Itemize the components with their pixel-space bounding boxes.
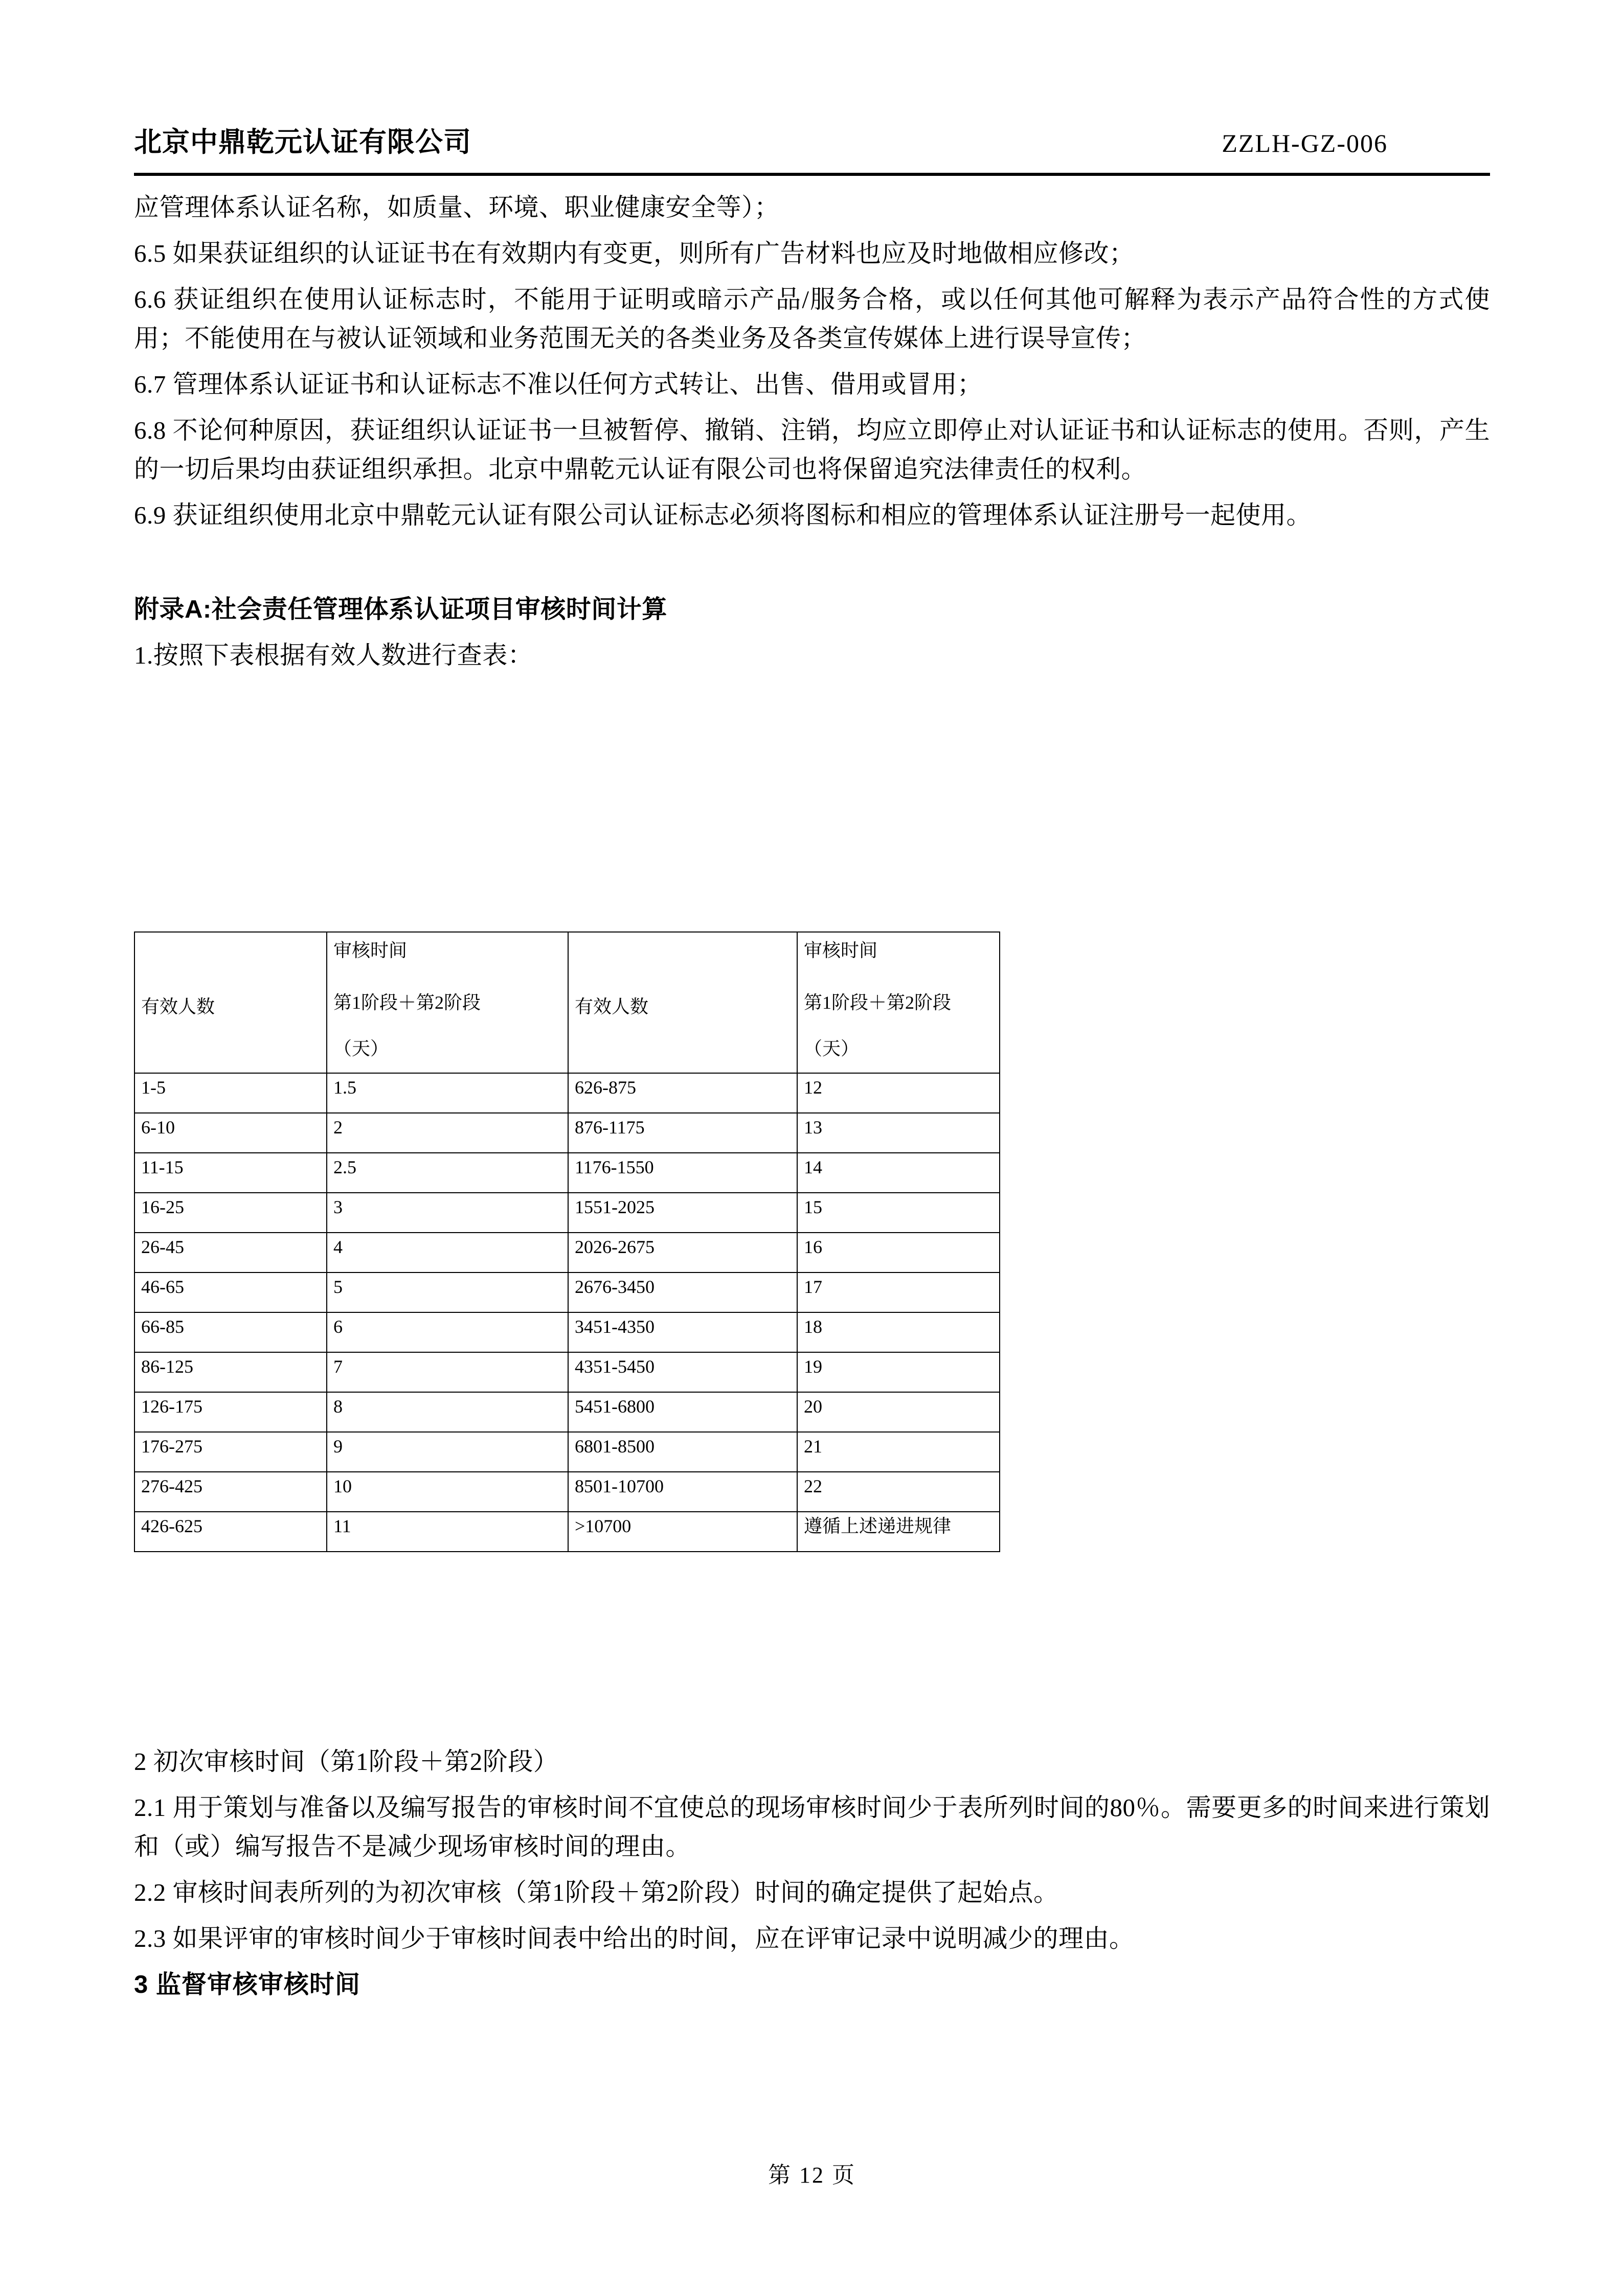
table-cell: 626-875: [568, 1073, 797, 1113]
table-cell: 46-65: [134, 1272, 327, 1312]
table-cell: 876-1175: [568, 1113, 797, 1153]
paragraph-2-3: 2.3 如果评审的审核时间少于审核时间表中给出的时间，应在评审记录中说明减少的理由。: [134, 1924, 1135, 1952]
table-cell: 86-125: [134, 1352, 327, 1392]
table-row: [134, 1432, 1000, 1472]
table-cell: 2.5: [327, 1153, 568, 1193]
spacer: [134, 629, 1490, 636]
table-body: [134, 1073, 1000, 1552]
table-cell: 6: [327, 1312, 568, 1352]
table-cell: 3451-4350: [568, 1312, 797, 1352]
spacer: [134, 227, 1490, 234]
table-row: [134, 1153, 1000, 1193]
table-cell: 176-275: [134, 1432, 327, 1472]
table-cell: 126-175: [134, 1392, 327, 1432]
table-header-audit-time-right: [797, 932, 1000, 1073]
table-cell: 5451-6800: [568, 1392, 797, 1432]
paragraph-6-9: 6.9 获证组织使用北京中鼎乾元认证有限公司认证标志必须将图标和相应的管理体系认证注册号一起使用。: [134, 501, 1312, 529]
paragraph-6-7: 6.7 管理体系认证证书和认证标志不准以任何方式转让、出售、借用或冒用；: [134, 370, 983, 398]
section-heading-3: 3 监督审核审核时间: [134, 1971, 360, 1998]
paragraph-2-1: 2.1 用于策划与准备以及编写报告的审核时间不宜使总的现场审核时间少于表所列时间的80％。需要更多的时间来进行策划和（或）编写报告不是减少现场审核时间的理由。: [134, 1793, 1490, 1860]
table-cell: 66-85: [134, 1312, 327, 1352]
spacer: [134, 1781, 1490, 1788]
table-cell: 15: [797, 1193, 1000, 1233]
table-cell: 11: [327, 1512, 568, 1552]
table-cell: 12: [797, 1073, 1000, 1113]
table-cell: 8: [327, 1392, 568, 1432]
paragraph-continuation: 应管理体系认证名称，如质量、环境、职业健康安全等）；: [134, 193, 780, 221]
table-cell: 1551-2025: [568, 1193, 797, 1233]
table-cell: 14: [797, 1153, 1000, 1193]
spacer: [134, 273, 1490, 280]
table-cell: 19: [797, 1352, 1000, 1392]
table-cell: 16-25: [134, 1193, 327, 1233]
table-cell: 13: [797, 1113, 1000, 1153]
spacer: [134, 535, 1490, 590]
table-header-row: [134, 932, 1000, 1073]
table-cell: 4: [327, 1233, 568, 1272]
spacer: [134, 1912, 1490, 1919]
table-cell: >10700: [568, 1512, 797, 1552]
header-company-name: 北京中鼎乾元认证有限公司: [134, 127, 471, 157]
appendix-title: 附录A:社会责任管理体系认证项目审核时间计算: [134, 596, 667, 623]
paragraph-6-8: 6.8 不论何种原因，获证组织认证证书一旦被暂停、撤销、注销，均应立即停止对认证证书和认证标志的使用。否则，产生的一切后果均由获证组织承担。北京中鼎乾元认证有限公司也将保留追究法律责任的权利。: [134, 416, 1490, 483]
table-cell: 遵循上述递进规律: [797, 1512, 1000, 1552]
table-row: [134, 1073, 1000, 1113]
spacer: [134, 358, 1490, 365]
table-cell: 22: [797, 1472, 1000, 1512]
spacer: [134, 1958, 1490, 1965]
audit-time-table: [134, 931, 1000, 1552]
table-header-line-3: （天）: [333, 1038, 389, 1059]
page-header: [134, 127, 1490, 157]
table-header-row-group: [134, 932, 1000, 1073]
table-header-label: 有效人数: [575, 996, 649, 1017]
table-cell: 21: [797, 1432, 1000, 1472]
table-row: [134, 1272, 1000, 1312]
spacer: [134, 1866, 1490, 1873]
table-cell: 1-5: [134, 1073, 327, 1113]
table-header-audit-time-left: [327, 932, 568, 1073]
document-body: [134, 188, 1490, 675]
table-cell: 4351-5450: [568, 1352, 797, 1392]
table-header-effective-persons-left: [134, 932, 327, 1073]
table-cell: 6-10: [134, 1113, 327, 1153]
paragraph-6-5: 6.5 如果获证组织的认证证书在有效期内有变更，则所有广告材料也应及时地做相应修改；: [134, 239, 1135, 267]
table-cell: 26-45: [134, 1233, 327, 1272]
document-body-lower: [134, 1742, 1490, 2004]
page-footer: [0, 2156, 1624, 2189]
table-cell: 2676-3450: [568, 1272, 797, 1312]
table-cell: 2026-2675: [568, 1233, 797, 1272]
table-cell: 18: [797, 1312, 1000, 1352]
table-row: [134, 1512, 1000, 1552]
table-cell: 10: [327, 1472, 568, 1512]
header-document-code: ZZLH-GZ-006: [1222, 129, 1388, 158]
table-header-line-2: 第1阶段＋第2阶段: [804, 992, 952, 1013]
table-header-effective-persons-right: [568, 932, 797, 1073]
spacer: [134, 404, 1490, 411]
paragraph-2: 2 初次审核时间（第1阶段＋第2阶段）: [134, 1747, 559, 1776]
table-row: [134, 1113, 1000, 1153]
table-cell: 1.5: [327, 1073, 568, 1113]
table-row: [134, 1392, 1000, 1432]
spacer: [134, 489, 1490, 496]
audit-time-table-wrapper: [134, 931, 999, 1552]
paragraph-2-2: 2.2 审核时间表所列的为初次审核（第1阶段＋第2阶段）时间的确定提供了起始点。: [134, 1878, 1059, 1906]
table-header-line-1: 审核时间: [804, 940, 878, 961]
page-number-label: 第 12 页: [768, 2163, 856, 2188]
table-cell: 11-15: [134, 1153, 327, 1193]
table-cell: 16: [797, 1233, 1000, 1272]
table-header-label: 有效人数: [141, 996, 215, 1017]
table-row: [134, 1193, 1000, 1233]
table-cell: 3: [327, 1193, 568, 1233]
table-cell: 17: [797, 1272, 1000, 1312]
table-cell: 9: [327, 1432, 568, 1472]
table-cell: 5: [327, 1272, 568, 1312]
table-header-line-3: （天）: [804, 1038, 860, 1059]
table-header-line-1: 审核时间: [333, 940, 408, 961]
table-cell: 20: [797, 1392, 1000, 1432]
table-cell: 6801-8500: [568, 1432, 797, 1472]
table-row: [134, 1472, 1000, 1512]
table-cell: 2: [327, 1113, 568, 1153]
table-cell: 1176-1550: [568, 1153, 797, 1193]
table-row: [134, 1352, 1000, 1392]
table-header-line-2: 第1阶段＋第2阶段: [333, 992, 481, 1013]
header-divider-rule: [134, 173, 1490, 176]
paragraph-appendix-1: 1.按照下表根据有效人数进行查表：: [134, 641, 533, 669]
table-row: [134, 1312, 1000, 1352]
table-cell: 8501-10700: [568, 1472, 797, 1512]
table-cell: 426-625: [134, 1512, 327, 1552]
table-cell: 276-425: [134, 1472, 327, 1512]
paragraph-6-6: 6.6 获证组织在使用认证标志时，不能用于证明或暗示产品/服务合格，或以任何其他可解释为表示产品符合性的方式使用；不能使用在与被认证领域和业务范围无关的各类业务及各类宣传媒体上进行误导宣传；: [134, 285, 1490, 352]
table-row: [134, 1233, 1000, 1272]
table-cell: 7: [327, 1352, 568, 1392]
